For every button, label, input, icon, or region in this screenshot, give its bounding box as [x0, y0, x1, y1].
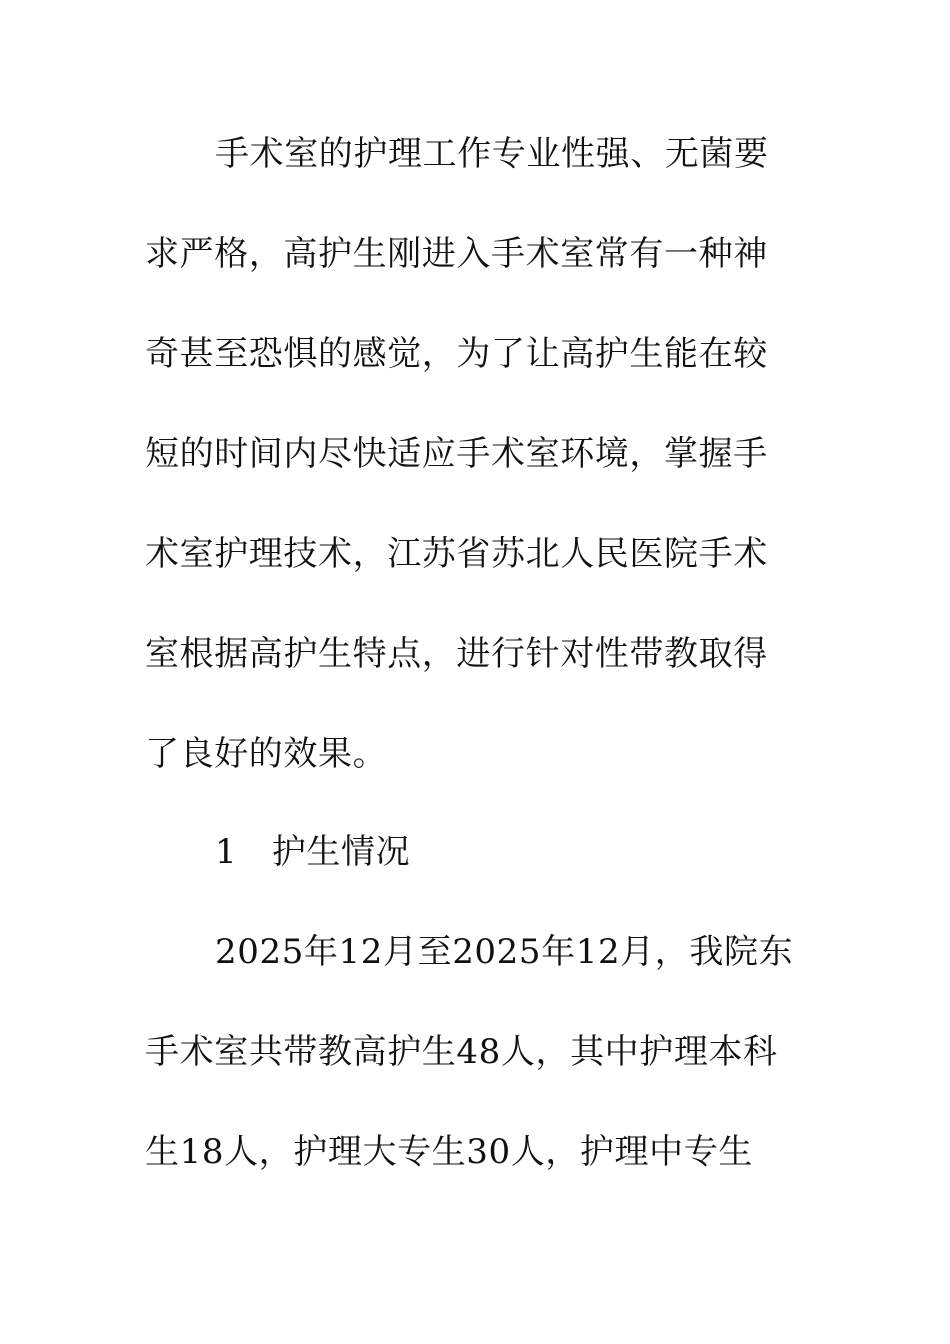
- section-1-line-1: 2025年12月至2025年12月，我院东: [215, 932, 794, 972]
- section-heading: 1 护生情况: [215, 832, 411, 872]
- section-1-line-3: 生18人，护理大专生30人，护理中专生: [145, 1132, 753, 1172]
- paragraph-1-line-6: 室根据高护生特点，进行针对性带教取得: [145, 634, 768, 674]
- paragraph-1-line-7: 了良好的效果。: [145, 734, 388, 774]
- section-1-line-2: 手术室共带教高护生48人，其中护理本科: [145, 1032, 778, 1072]
- paragraph-1-line-3: 奇甚至恐惧的感觉，为了让高护生能在较: [145, 334, 768, 374]
- paragraph-1-line-2: 求严格，高护生刚进入手术室常有一种神: [145, 234, 768, 274]
- paragraph-1-line-5: 术室护理技术，江苏省苏北人民医院手术: [145, 534, 768, 574]
- paragraph-1-line-1: 手术室的护理工作专业性强、无菌要: [215, 134, 769, 174]
- paragraph-1-line-4: 短的时间内尽快适应手术室环境，掌握手: [145, 434, 768, 474]
